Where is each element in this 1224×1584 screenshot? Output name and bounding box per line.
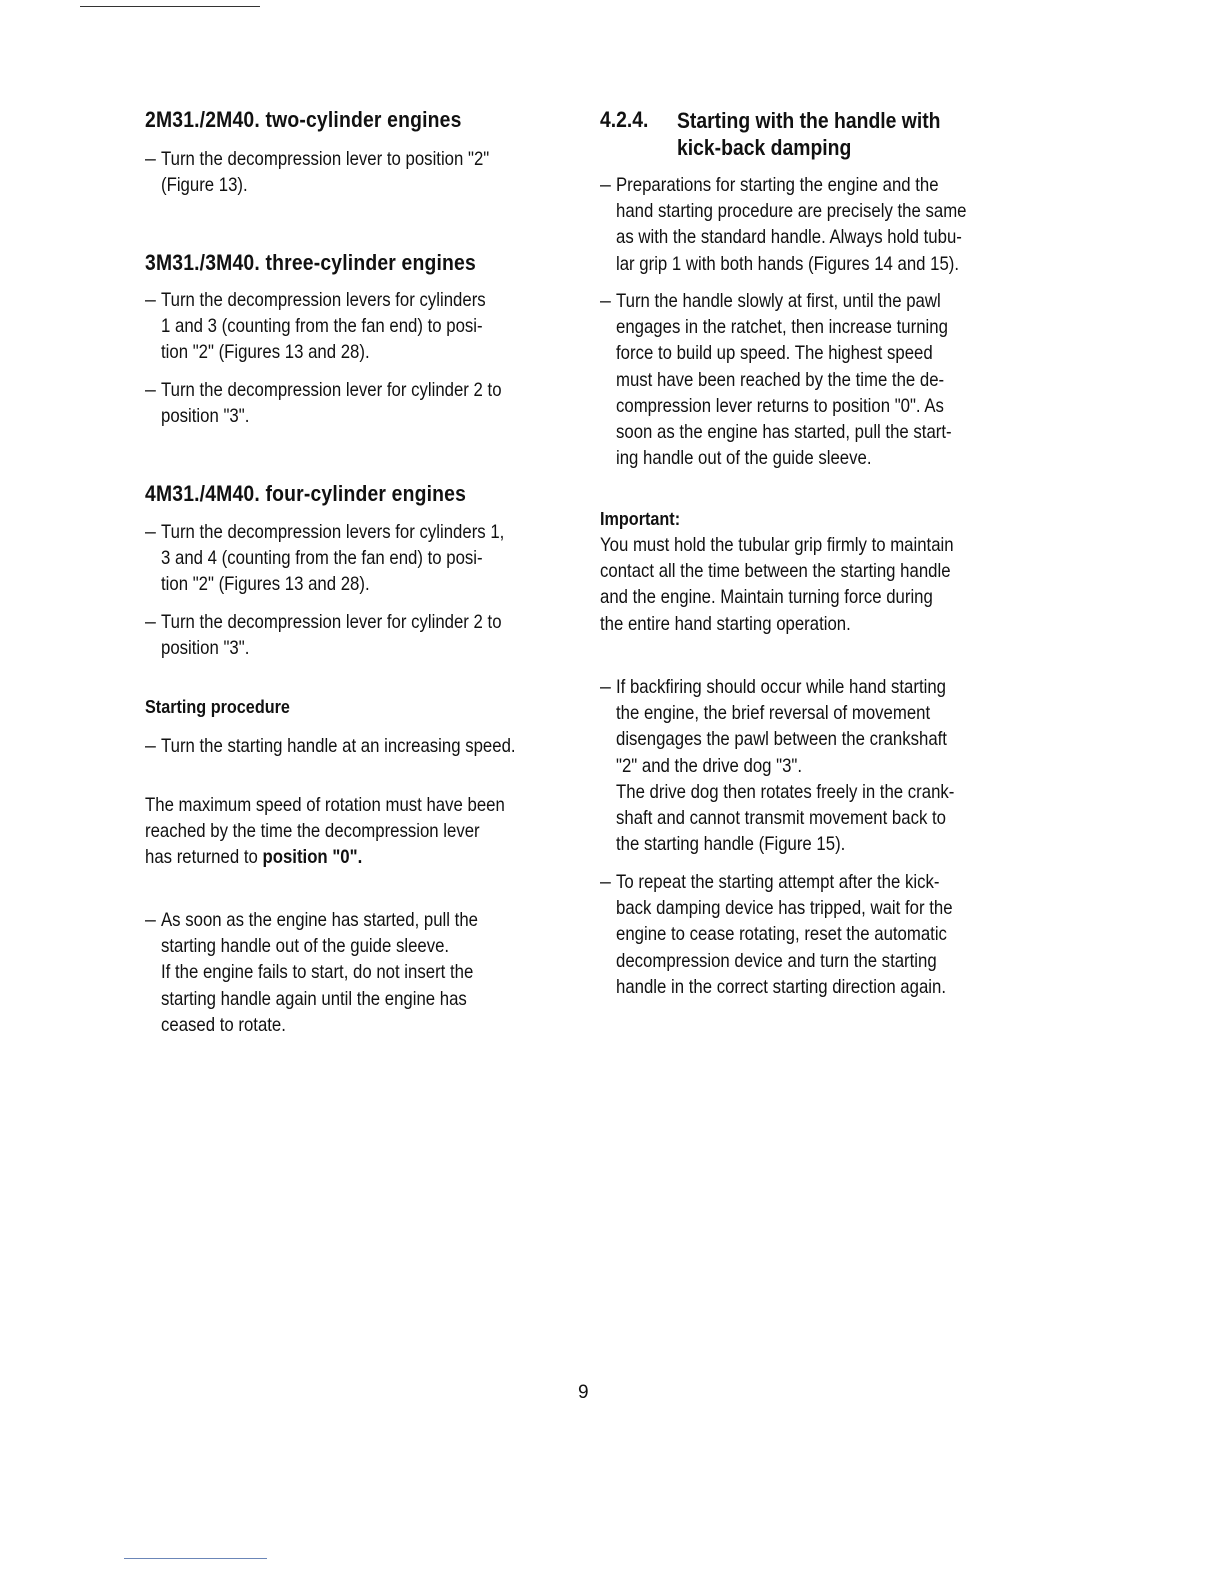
- dash-bullet: –: [145, 521, 156, 543]
- list-item-text: Turn the handle slowly at first, until the pawl engages in the ratchet, then increase turning force to build up speed. The highest speed must have been reached by the time the de- compression lever returns to position "0". As soon as the engine has started, pull the start- ing handle out of the guide sleeve.: [616, 290, 952, 470]
- list-item-text: If backfiring should occur while hand starting the engine, the brief reversal of movement disengages the pawl between the crankshaft "2" and the drive dog "3". The drive dog then rotates freely in the crank- shaft and cannot transmit movement back to the starting handle (Figure 15).: [616, 676, 955, 856]
- dash-bullet: –: [145, 909, 156, 931]
- list-item-text: Turn the decompression lever for cylinder 2 to position "3".: [161, 611, 502, 660]
- max-speed-text: The maximum speed of rotation must have been reached by the time the decompression lever has returned to: [145, 794, 505, 869]
- list-item-text: Turn the starting handle at an increasing speed.: [161, 735, 516, 757]
- top-rule: [80, 6, 260, 7]
- dash-bullet: –: [600, 290, 611, 312]
- page-number: 9: [578, 1382, 589, 1403]
- dash-bullet: –: [145, 735, 156, 757]
- important-label: Important:: [600, 509, 681, 529]
- max-speed-paragraph: [145, 792, 505, 871]
- bottom-rule: [124, 1558, 267, 1559]
- dash-bullet: –: [145, 148, 156, 170]
- important-text: You must hold the tubular grip firmly to maintain contact all the time between the starting handle and the engine. Maintain turning force during the entire hand starting operation.: [600, 534, 954, 635]
- dash-bullet: –: [145, 611, 156, 633]
- dash-bullet: –: [145, 379, 156, 401]
- heading-three-cylinder: 3M31./3M40. three-cylinder engines: [145, 250, 476, 275]
- section-number: 4.2.4.: [600, 107, 649, 132]
- dash-bullet: –: [600, 676, 611, 698]
- dash-bullet: –: [600, 871, 611, 893]
- heading-starting-procedure: Starting procedure: [145, 697, 290, 717]
- list-item-text: As soon as the engine has started, pull the starting handle out of the guide sleeve. If the engine fails to start, do not insert the starting handle again until the engine has ceased to rotate.: [161, 909, 478, 1036]
- list-item-text: Turn the decompression levers for cylinders 1, 3 and 4 (counting from the fan end) to posi- tion "2" (Figures 13 and 28).: [161, 521, 505, 596]
- max-speed-bold: position "0".: [262, 846, 363, 869]
- list-item-text: Turn the decompression levers for cylinders 1 and 3 (counting from the fan end) to posi- tion "2" (Figures 13 and 28).: [161, 289, 486, 364]
- list-item-text: Turn the decompression lever for cylinder 2 to position "3".: [161, 379, 502, 428]
- list-item-text: To repeat the starting attempt after the kick- back damping device has tripped, wait for the engine to cease rotating, reset the automatic decompression device and turn the starting handle in the correct starting direction again.: [616, 871, 953, 998]
- section-title: Starting with the handle with kick-back damping: [677, 108, 941, 160]
- list-item-text: Turn the decompression lever to position "2" (Figure 13).: [161, 148, 490, 197]
- heading-two-cylinder: 2M31./2M40. two-cylinder engines: [145, 107, 462, 132]
- heading-four-cylinder: 4M31./4M40. four-cylinder engines: [145, 481, 467, 506]
- dash-bullet: –: [600, 174, 611, 196]
- list-item-text: Preparations for starting the engine and the hand starting procedure are precisely the same as with the standard handle. Always hold tubu- lar grip 1 with both hands (Figures 14 and 15).: [616, 174, 967, 275]
- dash-bullet: –: [145, 289, 156, 311]
